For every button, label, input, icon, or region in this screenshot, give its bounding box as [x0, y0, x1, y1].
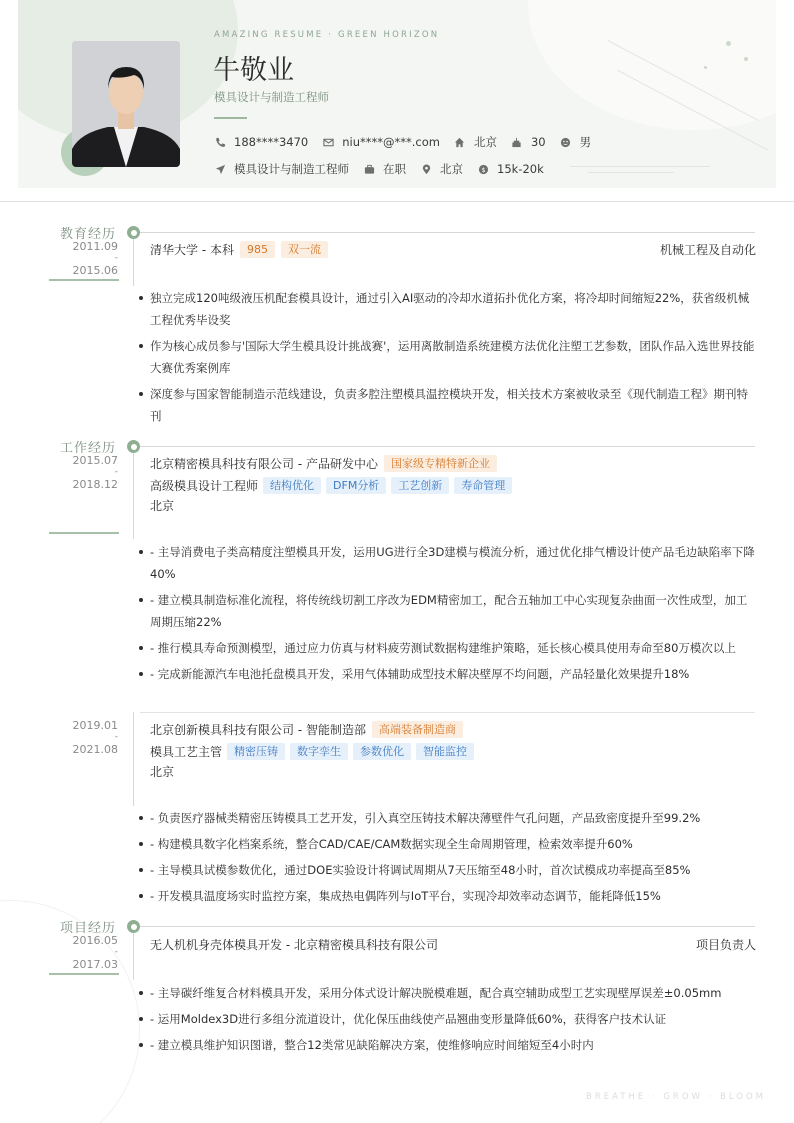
project-name: 无人机机身壳体模具开发 - 北京精密模具科技有限公司 [150, 938, 438, 952]
project-bullet-list [137, 982, 757, 1060]
school-name: 清华大学 - 本科 [150, 243, 234, 257]
money-icon [477, 163, 489, 175]
work-timeline-dot [127, 440, 140, 453]
job-intent-row [214, 161, 558, 177]
location-pin-icon [420, 163, 432, 175]
svg-text:$: $ [480, 165, 486, 174]
job-title: 模具设计与制造工程师 [214, 90, 329, 104]
salary-text: 15k-20k [497, 162, 544, 176]
phone-text: 188****3470 [234, 135, 309, 149]
school-tag: 双一流 [281, 241, 328, 258]
project-left-underline [49, 973, 119, 975]
job-city: 北京 [150, 499, 175, 513]
header-decoration-line [588, 172, 674, 173]
job-company-line [150, 721, 756, 738]
mail-icon [322, 136, 334, 148]
education-end-date: 2015.06 [72, 264, 118, 277]
hometown-item [454, 134, 497, 150]
cake-icon [511, 136, 523, 148]
company-name: 北京创新模具科技有限公司 - 智能制造部 [150, 723, 366, 737]
intent-position-text: 模具设计与制造工程师 [234, 162, 349, 176]
education-timeline-dot [127, 226, 140, 239]
skill-tag: 结构优化 [263, 477, 321, 494]
candidate-name: 牛敬业 [213, 55, 294, 86]
education-timeline-line [133, 239, 134, 286]
job-dates [60, 455, 118, 490]
position-title: 高级模具设计工程师 [150, 479, 259, 493]
gender-item [560, 134, 592, 150]
header-decoration-dot [704, 66, 707, 69]
project-section-title: 项目经历 [59, 921, 116, 936]
list-item: - 负责医疗器械类精密压铸模具工艺开发，引入真空压铸技术解决薄壁件气孔问题，产品致密度提升至99.2% [137, 807, 757, 829]
job-timeline-line [133, 712, 134, 806]
skill-tag: DFM分析 [326, 477, 386, 494]
school-tag: 985 [240, 241, 275, 258]
job-end-date: 2021.08 [72, 743, 118, 756]
work-status-text: 在职 [383, 162, 406, 176]
header-decoration-dot [726, 41, 731, 46]
job-dates [60, 720, 118, 755]
job-start-date: 2019.01 [72, 719, 118, 732]
list-item: - 主导碳纤维复合材料模具开发，采用分体式设计解决脱模难题，配合真空辅助成型工艺实现壁厚误差±0.05mm [137, 982, 757, 1004]
skill-tag: 精密压铸 [227, 743, 285, 760]
date-separator: - [114, 732, 118, 742]
list-item: - 建立模具制造标准化流程，将传统线切割工序改为EDM精密加工，配合五轴加工中心实现复杂曲面一次性成型，加工周期压缩22% [137, 589, 757, 633]
work-timeline-line [133, 453, 134, 539]
resume-tagline: AMAZING RESUME · GREEN HORIZON [214, 30, 440, 40]
position-title: 模具工艺主管 [150, 745, 223, 759]
date-separator: - [114, 253, 118, 263]
list-item: - 推行模具寿命预测模型，通过应力仿真与材料疲劳测试数据构建维护策略，延长核心模具使用寿命至80万模次以上 [137, 637, 757, 659]
name-underline [214, 117, 247, 119]
profile-photo [72, 41, 180, 167]
major-name: 机械工程及自动化 [659, 243, 756, 257]
hometown-text: 北京 [473, 135, 497, 149]
project-dates [60, 935, 118, 970]
education-left-underline [49, 279, 119, 281]
work-section-title: 工作经历 [59, 441, 116, 456]
intent-city-text: 北京 [440, 162, 463, 176]
phone-item [214, 135, 308, 149]
contact-row [214, 134, 605, 150]
footer-motto: BREATHE · GROW · BLOOM [586, 1092, 766, 1102]
job-company-line [150, 455, 756, 472]
company-name: 北京精密模具科技有限公司 - 产品研发中心 [150, 457, 378, 471]
company-tag: 国家级专精特新企业 [384, 455, 497, 472]
list-item: - 运用Moldex3D进行多组分流道设计，优化保压曲线使产品翘曲变形量降低60%，获得客户技术认证 [137, 1008, 757, 1030]
email-item [322, 135, 440, 149]
home-icon [454, 136, 466, 148]
education-dates [60, 241, 118, 276]
work-left-underline [49, 532, 119, 534]
skill-tag: 工艺创新 [391, 477, 449, 494]
header-decoration-line [570, 166, 710, 167]
list-item: 深度参与国家智能制造示范线建设，负责多腔注塑模具温控模块开发，相关技术方案被收录至《现代制造工程》期刊特刊 [137, 383, 757, 427]
date-separator: - [114, 947, 118, 957]
skill-tag: 寿命管理 [454, 477, 512, 494]
project-start-date: 2016.05 [72, 934, 118, 947]
company-tag: 高端装备制造商 [372, 721, 463, 738]
skill-tag: 参数优化 [353, 743, 411, 760]
education-start-date: 2011.09 [72, 240, 118, 253]
salary-item [477, 162, 544, 176]
header-bottom-divider [0, 201, 794, 202]
job-bullet-list [137, 541, 757, 689]
phone-icon [214, 136, 226, 148]
gender-icon [560, 136, 572, 148]
project-timeline-line [133, 933, 134, 980]
list-item: - 完成新能源汽车电池托盘模具开发，采用气体辅助成型技术解决壁厚不均问题，产品轻量化效果提升18% [137, 663, 757, 685]
job-divider [140, 712, 755, 713]
list-item: - 开发模具温度场实时监控方案，集成热电偶阵列与IoT平台，实现冷却效率动态调节，能耗降低15% [137, 885, 757, 907]
intent-city-item [420, 161, 463, 177]
education-divider [140, 232, 755, 233]
work-status-item [363, 161, 406, 177]
list-item: - 主导消费电子类高精度注塑模具开发，运用UG进行全3D建模与模流分析，通过优化排气槽设计使产品毛边缺陷率下降40% [137, 541, 757, 585]
project-entry-header [150, 936, 756, 953]
intent-position-item [214, 161, 349, 177]
project-end-date: 2017.03 [72, 958, 118, 971]
education-section-title: 教育经历 [59, 227, 116, 242]
education-entry-header [150, 241, 756, 258]
project-timeline-dot [127, 920, 140, 933]
header-decoration-dot [744, 57, 748, 61]
email-text: niu****@***.com [342, 135, 440, 149]
list-item: 独立完成120吨级液压机配套模具设计，通过引入AI驱动的冷却水道拓扑优化方案，将冷却时间缩短22%，获省级机械工程优秀毕设奖 [137, 287, 757, 331]
gender-text: 男 [579, 135, 592, 149]
briefcase-icon [363, 163, 375, 175]
skill-tag: 数字孪生 [290, 743, 348, 760]
job-position-line [150, 743, 474, 760]
job-end-date: 2018.12 [72, 478, 118, 491]
job-position-line [150, 477, 512, 494]
portrait-illustration [72, 41, 180, 167]
skill-tag: 智能监控 [416, 743, 474, 760]
job-city: 北京 [150, 765, 175, 779]
project-divider [140, 926, 755, 927]
date-separator: - [114, 467, 118, 477]
education-bullet-list [137, 287, 757, 431]
list-item: 作为核心成员参与'国际大学生模具设计挑战赛'，运用离散制造系统建模方法优化注塑工艺参数，团队作品入选世界技能大赛优秀案例库 [137, 335, 757, 379]
job-bullet-list [137, 807, 757, 911]
send-icon [214, 163, 226, 175]
work-divider [140, 446, 755, 447]
list-item: - 主导模具试模参数优化，通过DOE实验设计将调试周期从7天压缩至48小时，首次试模成功率提高至85% [137, 859, 757, 881]
age-item [511, 135, 546, 149]
list-item: - 建立模具维护知识图谱，整合12类常见缺陷解决方案，使维修响应时间缩短至4小时内 [137, 1034, 757, 1056]
list-item: - 构建模具数字化档案系统，整合CAD/CAE/CAM数据实现全生命周期管理，检索效率提升60% [137, 833, 757, 855]
age-text: 30 [530, 135, 546, 149]
project-role: 项目负责人 [695, 938, 756, 952]
job-start-date: 2015.07 [72, 454, 118, 467]
